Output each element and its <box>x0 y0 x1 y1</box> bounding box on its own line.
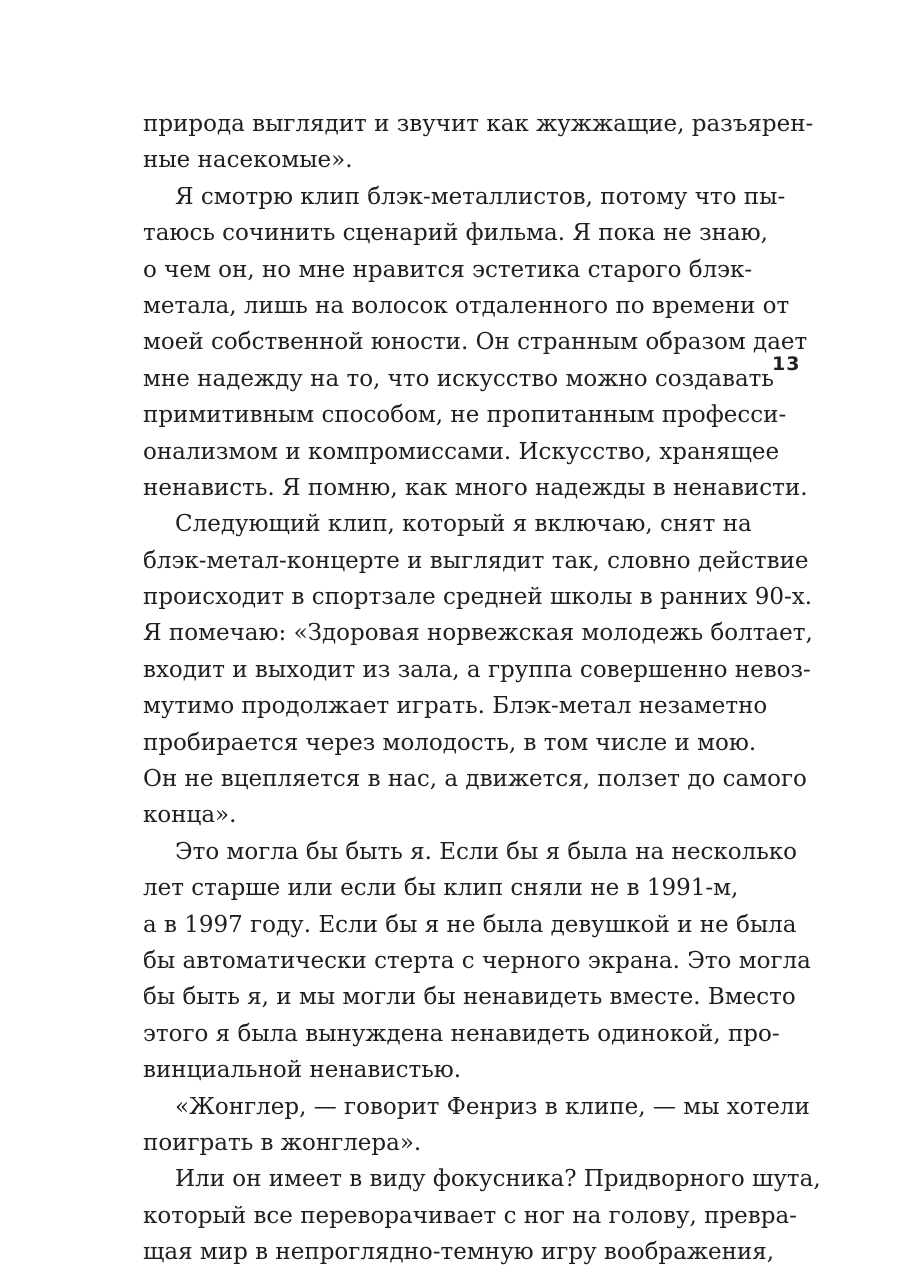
text-line: который все переворачивает с ног на голову, превра- <box>143 1202 797 1229</box>
text-line: моей собственной юности. Он странным образом дает <box>143 329 808 356</box>
text-line: природа выглядит и звучит как жужжащие, разъярен- <box>143 111 814 137</box>
page-number: 13 <box>772 353 801 375</box>
text-line: Следующий клип, который я включаю, снят на <box>175 511 752 538</box>
text-line: мне надежду на то, что искусство можно создавать <box>143 365 774 392</box>
text-line: Я помечаю: «Здоровая норвежская молодежь болтает, <box>143 620 813 647</box>
text-line: таюсь сочинить сценарий фильма. Я пока не знаю, <box>143 220 768 247</box>
text-line: а в 1997 году. Если бы я не была девушкой и не была <box>143 911 797 938</box>
text-line: о чем он, но мне нравится эстетика старого блэк- <box>143 256 753 283</box>
text-line: входит и выходит из зала, а группа совершенно невоз- <box>143 656 811 683</box>
text-line: ные насекомые». <box>143 147 353 174</box>
text-line: Это могла бы быть я. Если бы я была на несколько <box>175 838 797 865</box>
text-line: бы автоматически стерта с черного экрана. Это могла <box>143 947 811 974</box>
text-line: происходит в спортзале средней школы в ранних 90-х. <box>143 584 813 611</box>
text-line: лет старше или если бы клип сняли не в 1991-м, <box>143 875 739 902</box>
text-line: этого я была вынуждена ненавидеть одинокой, про- <box>143 1020 780 1047</box>
text-line: поиграть в жонглера». <box>143 1129 422 1156</box>
text-line: метала, лишь на волосок отдаленного по времени от <box>143 292 790 319</box>
text-line: онализмом и компромиссами. Искусство, хранящее <box>143 438 780 465</box>
text-line: винциальной ненавистью. <box>143 1057 462 1084</box>
text-line: конца». <box>143 802 237 829</box>
text-line: Я смотрю клип блэк-металлистов, потому что пы- <box>175 183 786 210</box>
text-line: Он не вцепляется в нас, а движется, ползет до самого <box>143 766 807 793</box>
text-line: бы быть я, и мы могли бы ненавидеть вместе. Вместо <box>143 984 796 1011</box>
text-line: примитивным способом, не пропитанным професси- <box>143 402 787 429</box>
text-line: мутимо продолжает играть. Блэк-метал незаметно <box>143 693 768 720</box>
text-line: «Жонглер, — говорит Фенриз в клипе, — мы хотели <box>175 1093 810 1120</box>
text-line: пробирается через молодость, в том числе и мою. <box>143 729 757 756</box>
text-line: блэк-метал-концерте и выглядит так, словно действие <box>143 547 809 574</box>
text-line: щая мир в непроглядно-темную игру воображения, <box>143 1239 775 1266</box>
text-line: Или он имеет в виду фокусника? Придворного шута, <box>175 1166 821 1193</box>
text-line: ненависть. Я помню, как много надежды в ненависти. <box>143 474 808 501</box>
